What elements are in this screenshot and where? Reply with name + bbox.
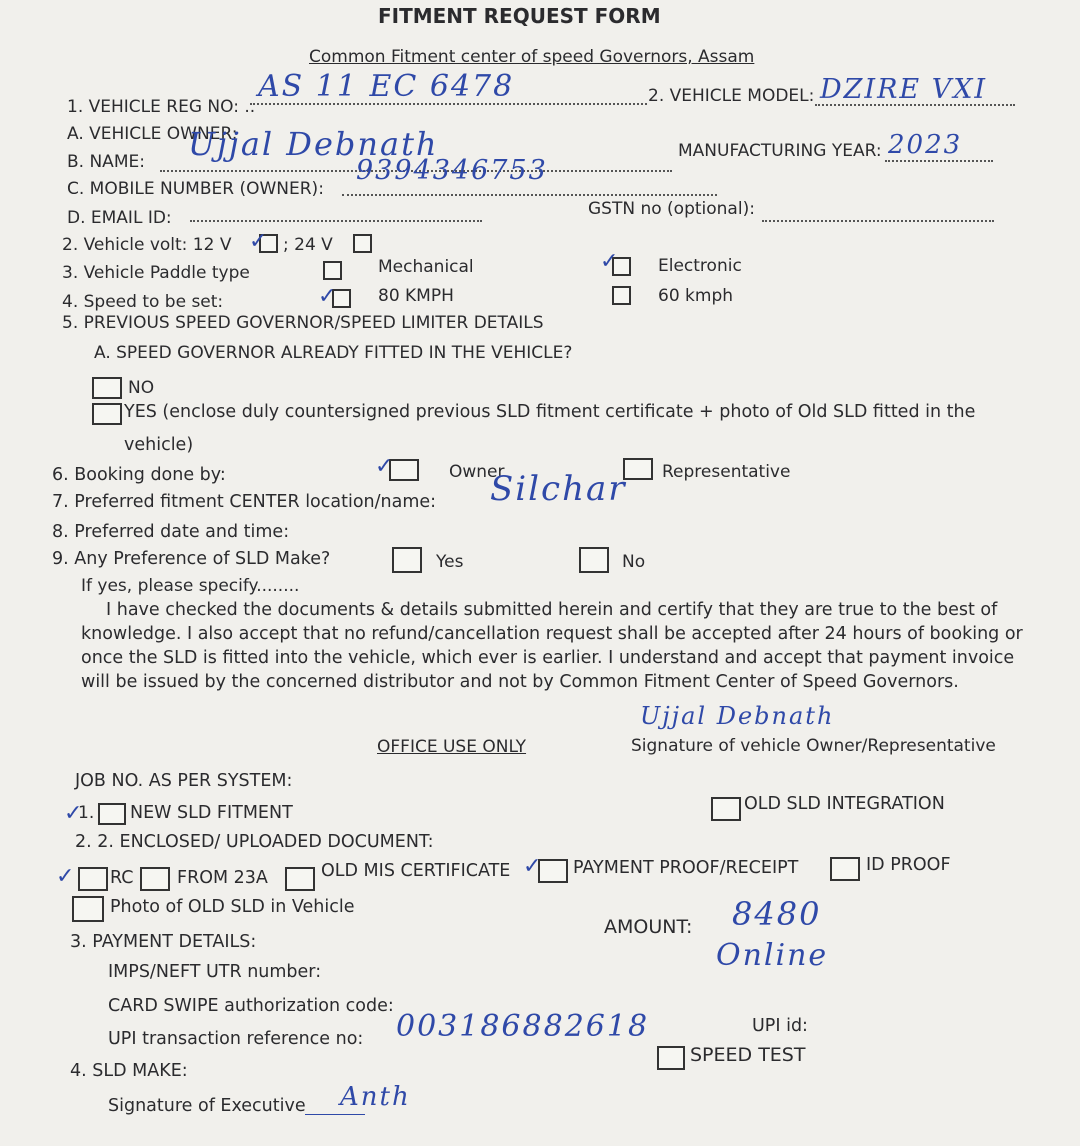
office-use-heading: OFFICE USE ONLY [377, 737, 527, 757]
declaration-line-2: knowledge. I also accept that no refund/cancellation request shall be accepted after 24 hours of booking or [81, 624, 1023, 644]
electronic-label: Electronic [658, 256, 742, 276]
speed-label: 4. Speed to be set: [62, 292, 224, 312]
payment-details-label: 3. PAYMENT DETAILS: [70, 932, 257, 952]
sld-make-label: 4. SLD MAKE: [70, 1061, 188, 1081]
enclosed-label: 2. 2. ENCLOSED/ UPLOADED DOCUMENT: [75, 832, 434, 852]
model-value: DZIRE VXI [820, 74, 988, 105]
executive-signature-label: Signature of Executive [108, 1096, 306, 1116]
declaration-line-1: I have checked the documents & details submitted herein and certify that they are true to the best of [106, 600, 998, 620]
make-no-label: No [622, 552, 646, 572]
speed-60-label: 60 kmph [658, 286, 734, 306]
signature-owner-label: Signature of vehicle Owner/Representative [631, 736, 996, 756]
rc-checkbox[interactable] [78, 867, 108, 891]
from23a-label: FROM 23A [177, 868, 268, 888]
electronic-tick-icon: ✓ [600, 249, 619, 274]
owner-tick-icon: ✓ [375, 454, 394, 479]
id-proof-checkbox[interactable] [830, 857, 860, 881]
gstn-label: GSTN no (optional): [588, 199, 755, 219]
imps-label: IMPS/NEFT UTR number: [108, 962, 322, 982]
make-yes-checkbox[interactable] [392, 547, 422, 573]
name-value: Ujjal Debnath [188, 125, 439, 163]
form-title: FITMENT REQUEST FORM [378, 4, 661, 28]
paddle-label: 3. Vehicle Paddle type [62, 263, 250, 283]
prev-governor-question: A. SPEED GOVERNOR ALREADY FITTED IN THE VEHICLE? [94, 343, 573, 363]
old-mis-checkbox[interactable] [285, 867, 315, 891]
make-no-checkbox[interactable] [579, 547, 609, 573]
amount-value: 8480 [732, 895, 822, 933]
upi-ref-label: UPI transaction reference no: [108, 1029, 364, 1049]
booking-label: 6. Booking done by: [52, 465, 226, 485]
volt-24-checkbox[interactable] [353, 234, 372, 253]
rc-tick-icon: ✓ [56, 864, 75, 889]
owner-signature: Ujjal Debnath [640, 702, 835, 730]
mfg-dotline [885, 160, 993, 162]
volt-label: 2. Vehicle volt: 12 V [62, 235, 232, 255]
old-mis-label: OLD MIS CERTIFICATE [321, 861, 511, 881]
prev-yes-label-cont: vehicle) [124, 435, 194, 455]
mobile-value: 9394346753 [356, 155, 548, 186]
email-label: D. EMAIL ID: [67, 208, 172, 228]
volt-12-tick-icon: ✓ [249, 229, 268, 254]
owner-checkbox[interactable] [389, 459, 419, 481]
speed-test-label: SPEED TEST [690, 1044, 806, 1066]
new-sld-label: NEW SLD FITMENT [130, 803, 293, 823]
owner-label: Owner [449, 462, 505, 482]
center-label: 7. Preferred fitment CENTER location/name: [52, 492, 437, 512]
mobile-label: C. MOBILE NUMBER (OWNER): [67, 179, 324, 199]
from23a-checkbox[interactable] [140, 867, 170, 891]
new-sld-tick-icon: ✓ [64, 801, 83, 826]
reg-label: 1. VEHICLE REG NO: .. [67, 97, 256, 117]
id-proof-label: ID PROOF [866, 855, 951, 875]
volt-24-label: ; 24 V [283, 235, 333, 255]
representative-label: Representative [662, 462, 791, 482]
prev-governor-label: 5. PREVIOUS SPEED GOVERNOR/SPEED LIMITER DETAILS [62, 313, 544, 333]
specify-label: If yes, please specify........ [81, 576, 300, 596]
executive-signature: Anth [340, 1082, 411, 1112]
mobile-dotline [342, 194, 717, 196]
make-yes-label: Yes [436, 552, 464, 572]
payment-proof-checkbox[interactable] [538, 859, 568, 883]
prev-no-checkbox[interactable] [92, 377, 122, 399]
rc-label: RC [110, 868, 134, 888]
declaration-line-3: once the SLD is fitted into the vehicle, which ever is earlier. I understand and accept that payment invoice [81, 648, 1015, 668]
owner-label: A. VEHICLE OWNER: [67, 124, 238, 144]
speed-80-tick-icon: ✓ [318, 284, 337, 309]
upi-id-label: UPI id: [752, 1016, 808, 1036]
old-sld-label: OLD SLD INTEGRATION [744, 794, 945, 814]
new-sld-checkbox[interactable] [98, 803, 126, 825]
payment-proof-label: PAYMENT PROOF/RECEIPT [573, 858, 799, 878]
speed-80-label: 80 KMPH [378, 286, 454, 306]
new-sld-number: 1. [78, 803, 95, 823]
reg-value: AS 11 EC 6478 [258, 69, 515, 104]
representative-checkbox[interactable] [623, 458, 653, 480]
amount-mode: Online [716, 938, 829, 973]
speed-test-checkbox[interactable] [657, 1046, 685, 1070]
email-dotline [190, 220, 482, 222]
mechanical-checkbox[interactable] [323, 261, 342, 280]
speed-60-checkbox[interactable] [612, 286, 631, 305]
prev-yes-label: YES (enclose duly countersigned previous SLD fitment certificate + photo of Old SLD fitted in the [124, 402, 976, 422]
date-label: 8. Preferred date and time: [52, 522, 290, 542]
payment-proof-tick-icon: ✓ [523, 854, 542, 879]
gstn-dotline [762, 220, 994, 222]
name-label: B. NAME: [67, 152, 145, 172]
prev-yes-checkbox[interactable] [92, 403, 122, 425]
model-label: 2. VEHICLE MODEL: [648, 86, 815, 106]
card-swipe-label: CARD SWIPE authorization code: [108, 996, 394, 1016]
center-value: Silchar [490, 469, 627, 509]
amount-label: AMOUNT: [604, 916, 693, 938]
old-sld-checkbox[interactable] [711, 797, 741, 821]
form-subtitle: Common Fitment center of speed Governors, Assam [309, 47, 755, 67]
mechanical-label: Mechanical [378, 257, 474, 277]
prev-no-label: NO [128, 378, 155, 398]
mfg-label: MANUFACTURING YEAR: [678, 141, 882, 161]
photo-old-checkbox[interactable] [72, 896, 104, 922]
make-label: 9. Any Preference of SLD Make? [52, 549, 331, 569]
mfg-value: 2023 [888, 130, 963, 160]
upi-ref-value: 003186882618 [396, 1009, 650, 1044]
declaration-line-4: will be issued by the concerned distributor and not by Common Fitment Center of Speed Governors. [81, 672, 959, 692]
executive-signature-line [305, 1114, 365, 1115]
job-no-label: JOB NO. AS PER SYSTEM: [75, 771, 293, 791]
photo-old-label: Photo of OLD SLD in Vehicle [110, 897, 355, 917]
